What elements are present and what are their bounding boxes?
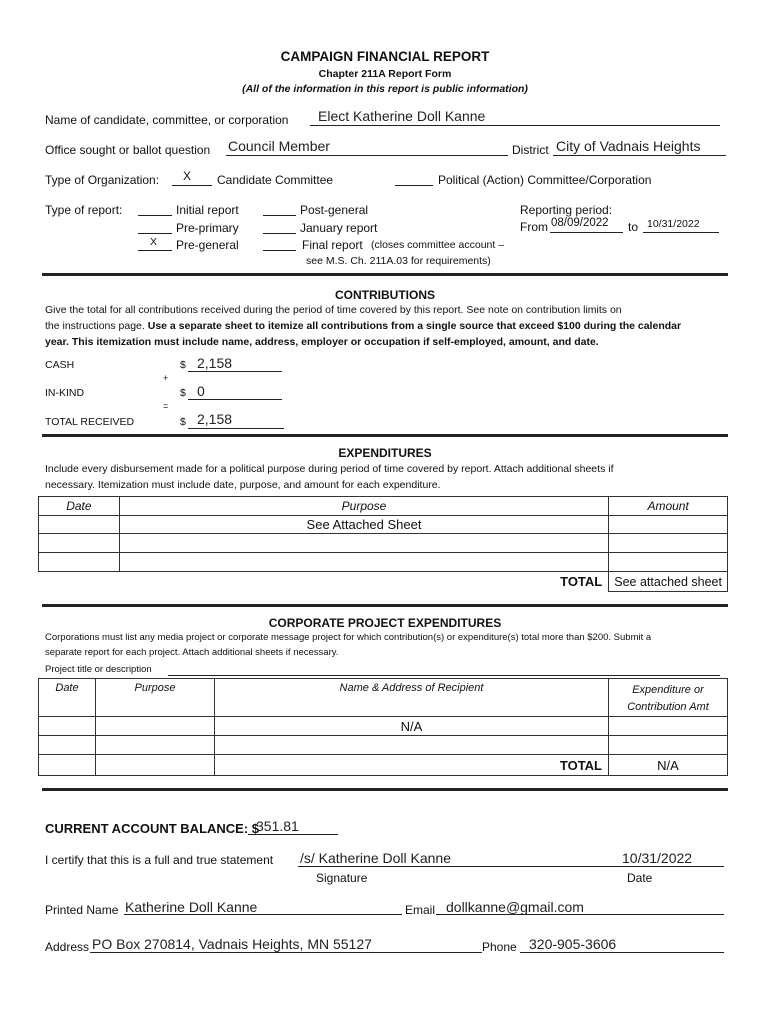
report-january-line[interactable] <box>263 233 296 234</box>
inkind-field[interactable]: 0 <box>197 383 205 399</box>
email-field[interactable]: dollkanne@gmail.com <box>446 899 584 915</box>
report-final-label: Final report <box>302 238 363 252</box>
period-to-field[interactable]: 10/31/2022 <box>647 218 700 230</box>
cell-purpose[interactable]: See Attached Sheet <box>119 516 608 534</box>
org-candidate-label: Candidate Committee <box>217 173 334 187</box>
cell-purpose[interactable] <box>119 553 608 572</box>
report-postgeneral-line[interactable] <box>263 215 296 216</box>
org-political-label: Political (Action) Committee/Corporation <box>438 173 652 187</box>
cash-label: CASH <box>45 359 75 371</box>
total-label: TOTAL <box>215 755 609 776</box>
certify-label: I certify that this is a full and true statement <box>45 853 274 867</box>
district-label: District <box>512 143 549 157</box>
report-january-label: January report <box>300 221 378 235</box>
printed-name-label: Printed Name <box>45 903 119 917</box>
candidate-label: Name of candidate, committee, or corporation <box>45 113 289 127</box>
cell-date[interactable] <box>39 736 96 755</box>
inkind-dollar: $ <box>180 387 186 399</box>
cell-amount[interactable] <box>609 717 728 736</box>
signature-line <box>298 866 724 867</box>
cell-date[interactable] <box>39 534 120 553</box>
office-line <box>226 155 508 156</box>
cash-dollar: $ <box>180 359 186 371</box>
report-preprimary-label: Pre-primary <box>176 221 239 235</box>
divider <box>42 604 728 607</box>
date-caption: Date <box>627 871 653 885</box>
corporate-table <box>38 678 728 776</box>
contributions-desc-bold2: year. This itemization must include name, address, employer or occupation if self-employed, amount, and date. <box>45 336 599 348</box>
table-row <box>39 534 728 553</box>
table-total-row <box>39 572 728 592</box>
total-amount[interactable]: See attached sheet <box>609 572 728 592</box>
district-field[interactable]: City of Vadnais Heights <box>556 138 701 154</box>
address-label: Address <box>45 940 90 954</box>
col-amount-line2: Contribution Amt <box>627 701 709 713</box>
address-line <box>90 952 482 953</box>
balance-field[interactable]: 351.81 <box>256 818 299 834</box>
report-pregeneral-line <box>138 250 172 251</box>
phone-line <box>520 952 724 953</box>
report-title: CAMPAIGN FINANCIAL REPORT <box>280 49 490 64</box>
plus-sign: + <box>163 373 169 383</box>
project-title-label: Project title or description <box>45 664 152 675</box>
candidate-field[interactable]: Elect Katherine Doll Kanne <box>318 108 486 124</box>
corporate-heading: CORPORATE PROJECT EXPENDITURES <box>268 616 502 630</box>
cell-purpose[interactable] <box>119 534 608 553</box>
phone-label: Phone <box>482 940 517 954</box>
cell-date[interactable] <box>39 717 96 736</box>
report-pregeneral-label: Pre-general <box>176 238 239 252</box>
corporate-desc2: separate report for each project. Attach additional sheets if necessary. <box>45 647 339 658</box>
contributions-desc-line2 <box>45 320 681 332</box>
cell-amount[interactable] <box>609 736 728 755</box>
public-info-note: (All of the information in this report is public information) <box>242 83 528 95</box>
phone-field[interactable]: 320-905-3606 <box>529 936 617 952</box>
report-postgeneral-label: Post-general <box>300 203 369 217</box>
report-subtitle: Chapter 211A Report Form <box>318 68 452 80</box>
equals-sign: = <box>163 401 169 411</box>
printed-name-field[interactable]: Katherine Doll Kanne <box>125 899 258 915</box>
expenditures-desc2: necessary. Itemization must include date, purpose, and amount for each expenditure. <box>45 479 441 491</box>
candidate-line <box>310 125 720 126</box>
period-from-label: From <box>520 220 548 234</box>
cash-field[interactable]: 2,158 <box>197 355 233 371</box>
office-field[interactable]: Council Member <box>228 138 330 154</box>
cell-purpose <box>96 755 215 776</box>
org-political-line[interactable] <box>395 185 433 186</box>
period-to-line <box>643 232 719 233</box>
cell-date <box>39 755 96 776</box>
divider <box>42 434 728 437</box>
report-initial-label: Initial report <box>176 203 239 217</box>
balance-label: CURRENT ACCOUNT BALANCE: $ <box>45 821 260 836</box>
project-title-field[interactable] <box>168 675 720 676</box>
inkind-label: IN-KIND <box>45 387 85 399</box>
period-from-line <box>550 232 623 233</box>
divider <box>42 788 728 791</box>
total-amount[interactable]: N/A <box>609 755 728 776</box>
signature-field[interactable]: /s/ Katherine Doll Kanne <box>300 850 451 866</box>
col-date: Date <box>39 497 120 516</box>
col-purpose: Purpose <box>119 497 608 516</box>
total-received-field[interactable]: 2,158 <box>197 411 233 427</box>
period-from-field[interactable]: 08/09/2022 <box>551 217 609 229</box>
contributions-desc-bold: Use a separate sheet to itemize all contributions from a single source that exceed $100 during the calendar <box>147 320 682 332</box>
blank-cell <box>39 572 120 592</box>
contributions-desc-plain: the instructions page. <box>45 320 148 332</box>
cell-amount[interactable] <box>609 516 728 534</box>
table-header-row <box>39 679 728 717</box>
expenditures-desc: Include every disbursement made for a political purpose during period of time covered by report. Attach additional sheets if <box>45 463 614 475</box>
period-to-label: to <box>628 220 639 234</box>
divider <box>42 273 728 276</box>
reporting-period-label: Reporting period: <box>520 203 613 217</box>
expenditures-table <box>38 496 728 592</box>
balance-line <box>248 834 338 835</box>
org-candidate-line <box>172 185 212 186</box>
col-amount-line1: Expenditure or <box>632 684 704 696</box>
address-field[interactable]: PO Box 270814, Vadnais Heights, MN 55127 <box>92 936 372 952</box>
cell-date[interactable] <box>39 516 120 534</box>
org-type-label: Type of Organization: <box>45 173 160 187</box>
district-line <box>553 155 726 156</box>
expenditures-heading: EXPENDITURES <box>338 446 432 460</box>
cell-purpose[interactable] <box>96 717 215 736</box>
report-initial-line[interactable] <box>138 215 172 216</box>
cell-recipient[interactable]: N/A <box>215 717 609 736</box>
cash-line <box>188 371 282 372</box>
contributions-heading: CONTRIBUTIONS <box>335 288 435 302</box>
total-received-dollar: $ <box>180 416 186 428</box>
col-purpose: Purpose <box>96 679 215 717</box>
cell-recipient[interactable] <box>215 736 609 755</box>
table-row <box>39 553 728 572</box>
total-label: TOTAL <box>119 572 608 592</box>
org-candidate-check[interactable]: X <box>183 169 192 183</box>
signature-caption: Signature <box>316 871 368 885</box>
report-final-line[interactable] <box>263 250 296 251</box>
date-field[interactable]: 10/31/2022 <box>622 850 693 866</box>
office-label: Office sought or ballot question <box>45 143 211 157</box>
table-total-row <box>39 755 728 776</box>
col-amount: Amount <box>609 497 728 516</box>
col-date: Date <box>39 679 96 717</box>
cell-date[interactable] <box>39 553 120 572</box>
col-amount <box>609 679 728 717</box>
table-row <box>39 516 728 534</box>
cell-amount[interactable] <box>609 553 728 572</box>
email-label: Email <box>405 903 436 917</box>
col-recipient: Name & Address of Recipient <box>215 679 609 717</box>
report-pregeneral-check[interactable]: X <box>150 236 158 248</box>
table-row <box>39 717 728 736</box>
table-header-row <box>39 497 728 516</box>
cell-amount[interactable] <box>609 534 728 553</box>
corporate-desc: Corporations must list any media project or corporate message project for which contribution(s) or expenditure(s) total more than $200. Submit a <box>45 632 652 643</box>
inkind-line <box>188 399 282 400</box>
report-final-note2: see M.S. Ch. 211A.03 for requirements) <box>306 255 491 267</box>
total-received-label: TOTAL RECEIVED <box>45 416 135 428</box>
total-received-line <box>188 428 284 429</box>
report-preprimary-line[interactable] <box>138 233 172 234</box>
contributions-desc: Give the total for all contributions received during the period of time covered by this report. See note on contribution limits on <box>45 304 622 316</box>
report-type-label: Type of report: <box>45 203 123 217</box>
report-final-note: (closes committee account – <box>371 239 505 251</box>
cell-purpose[interactable] <box>96 736 215 755</box>
table-row <box>39 736 728 755</box>
